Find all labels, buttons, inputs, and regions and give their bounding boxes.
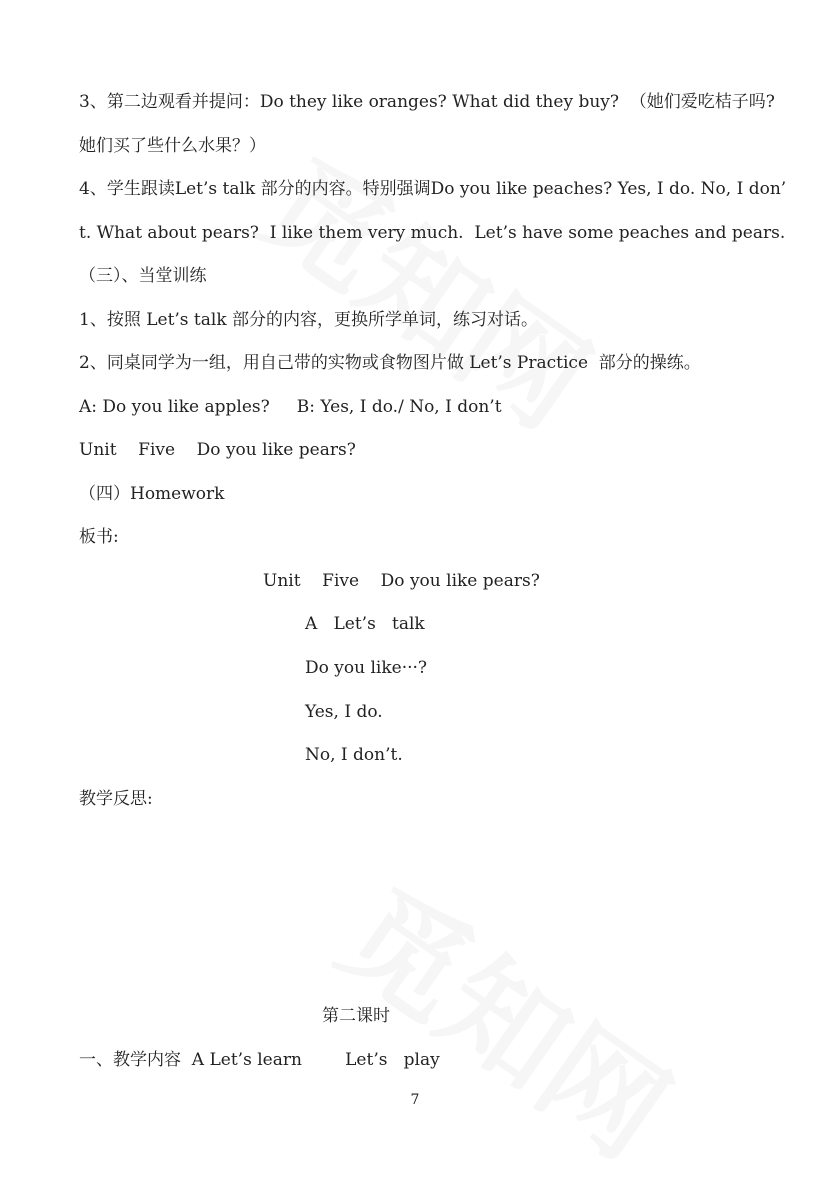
board-line-1: A Let’s talk <box>305 614 425 634</box>
lesson-2-content: 一、教学内容 A Let’s learn Let’s play <box>79 1050 440 1070</box>
board-line-2: Do you like···? <box>305 658 428 678</box>
unit-title: Unit Five Do you like pears? <box>79 440 356 460</box>
board-line-3: Yes, I do. <box>305 702 383 722</box>
step-4-line-1: 4、学生跟读Let’s talk 部分的内容。特别强调Do you like peaches? Yes, I do. No, I don’ <box>79 179 787 199</box>
step-4-line-2: t. What about pears? I like them very much. Let’s have some peaches and pears. <box>79 223 786 243</box>
practice-2: 2、同桌同学为一组，用自己带的实物或食物图片做 Let’s Practice 部分的操练。 <box>79 353 701 373</box>
section-4-heading: （四）Homework <box>79 484 225 504</box>
step-3-line-2: 她们买了些什么水果？） <box>79 136 266 156</box>
page-number: 7 <box>410 1092 420 1108</box>
board-title: Unit Five Do you like pears? <box>263 571 540 591</box>
teaching-reflection-label: 教学反思: <box>79 789 153 809</box>
step-3-line-1: 3、第二边观看并提问：Do they like oranges? What did they buy? （她们爱吃桔子吗? <box>79 92 775 112</box>
board-label: 板书: <box>79 527 119 547</box>
practice-1: 1、按照 Let’s talk 部分的内容，更换所学单词，练习对话。 <box>79 310 539 330</box>
section-3-heading: （三）、当堂训练 <box>79 266 207 286</box>
lesson-2-heading: 第二课时 <box>322 1006 390 1026</box>
dialogue-example: A: Do you like apples? B: Yes, I do./ No, I don’t <box>79 397 502 417</box>
board-line-4: No, I don’t. <box>305 745 403 765</box>
